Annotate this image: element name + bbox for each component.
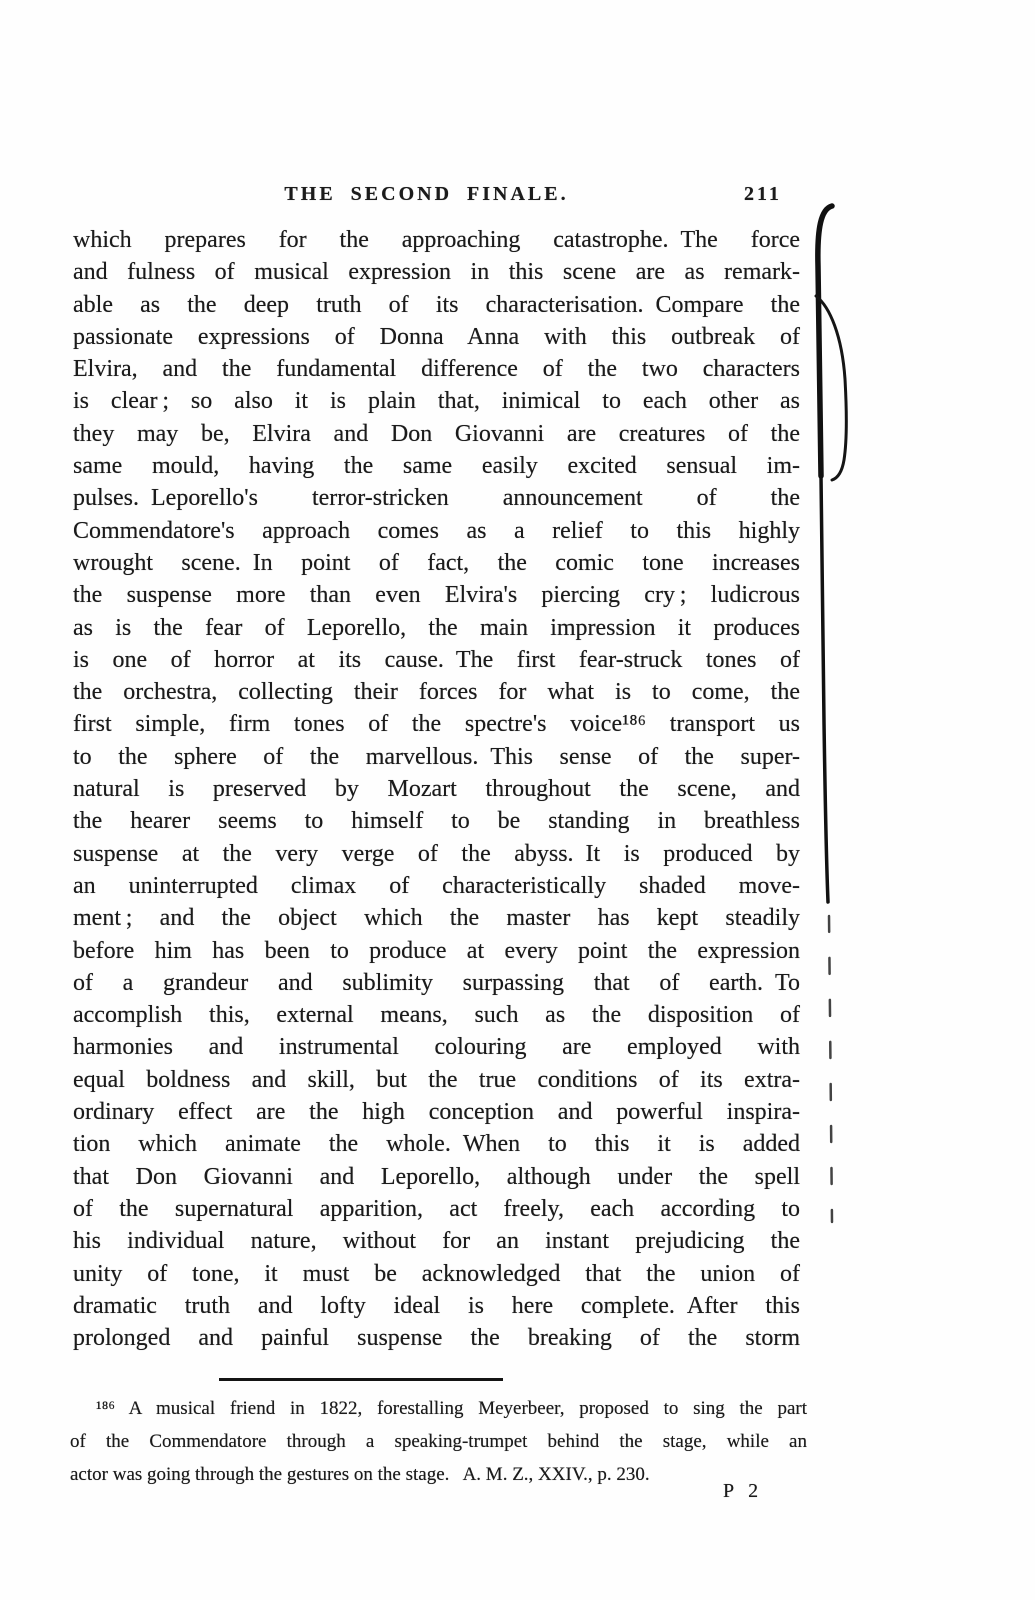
body-text-line: wrought scene. In point of fact, the comic tone increases xyxy=(73,549,800,576)
body-text-line: before him has been to produce at every point the expression xyxy=(73,937,800,964)
body-text-line: an uninterrupted climax of characteristically shaded move- xyxy=(73,872,800,899)
body-text-line: that Don Giovanni and Leporello, although under the spell xyxy=(73,1163,800,1190)
body-text-line: Elvira, and the fundamental difference of the two characters xyxy=(73,356,800,383)
body-text-line: which prepares for the approaching catastrophe. The force xyxy=(73,227,800,253)
margin-bracket-mark xyxy=(816,296,846,480)
footnote-rule xyxy=(219,1378,503,1381)
body-text-line: the orchestra, collecting their forces for what is to come, the xyxy=(73,679,800,706)
body-text-line: equal boldness and skill, but the true conditions of its extra- xyxy=(73,1066,800,1093)
body-text-line: ment ; and the object which the master has kept steadily xyxy=(73,905,800,932)
margin-pen-dashes-mark xyxy=(829,916,832,1222)
body-text-line: Commendatore's approach comes as a relief to this highly xyxy=(73,517,800,544)
page-number: 211 xyxy=(744,183,782,205)
body-text-line: they may be, Elvira and Don Giovanni are creatures of the xyxy=(73,420,800,447)
body-text-line: is clear ; so also it is plain that, inimical to each other as xyxy=(73,388,800,415)
signature-mark: P 2 xyxy=(723,1480,761,1502)
body-text-line: able as the deep truth of its characterisation. Compare the xyxy=(73,291,800,318)
body-text-line: harmonies and instrumental colouring are employed with xyxy=(73,1034,800,1061)
body-text-line: unity of tone, it must be acknowledged that the union of xyxy=(73,1260,800,1287)
margin-pen-line-upper-mark xyxy=(818,206,832,476)
body-text-line: of the supernatural apparition, act freely, each according to xyxy=(73,1195,800,1222)
body-text-line: natural is preserved by Mozart throughout the scene, and xyxy=(73,776,800,803)
body-text-line: suspense at the very verge of the abyss. It is produced by xyxy=(73,840,800,867)
body-text xyxy=(73,224,800,1354)
margin-pen-line-lower-mark xyxy=(821,476,828,902)
body-text-line: pulses. Leporello's terror-stricken announcement of the xyxy=(73,485,800,512)
footnote-line: actor was going through the gestures on the stage. A. M. Z., XXIV., p. 230. xyxy=(70,1464,650,1485)
body-text-line: ordinary effect are the high conception and powerful inspira- xyxy=(73,1099,800,1126)
body-text-line: his individual nature, without for an instant prejudicing the xyxy=(73,1228,800,1255)
body-text-line: to the sphere of the marvellous. This sense of the super- xyxy=(73,743,800,770)
footnote-line: ¹⁸⁶ A musical friend in 1822, forestalling Meyerbeer, proposed to sing the part xyxy=(96,1398,807,1419)
footnote xyxy=(70,1392,807,1491)
body-text-line: same mould, having the same easily excited sensual im- xyxy=(73,453,800,480)
body-text-line: prolonged and painful suspense the breaking of the storm xyxy=(73,1325,800,1352)
body-text-line: of a grandeur and sublimity surpassing that of earth. To xyxy=(73,969,800,996)
body-text-line: as is the fear of Leporello, the main impression it produces xyxy=(73,614,800,641)
body-text-line: tion which animate the whole. When to this it is added xyxy=(73,1131,800,1158)
body-text-line: passionate expressions of Donna Anna with this outbreak of xyxy=(73,323,800,350)
running-title: THE SECOND FINALE. xyxy=(284,183,569,205)
body-text-line: is one of horror at its cause. The first fear-struck tones of xyxy=(73,646,800,673)
body-text-line: first simple, firm tones of the spectre's voice¹⁸⁶ transport us xyxy=(73,711,800,738)
body-text-line: the suspense more than even Elvira's piercing cry ; ludicrous xyxy=(73,582,800,609)
body-text-line: and fulness of musical expression in this scene are as remark- xyxy=(73,259,800,286)
body-text-line: dramatic truth and lofty ideal is here complete. After this xyxy=(73,1292,800,1319)
body-text-line: the hearer seems to himself to be standing in breathless xyxy=(73,808,800,835)
body-text-line: accomplish this, external means, such as the disposition of xyxy=(73,1002,800,1029)
footnote-line: of the Commendatore through a speaking-trumpet behind the stage, while an xyxy=(70,1431,807,1452)
